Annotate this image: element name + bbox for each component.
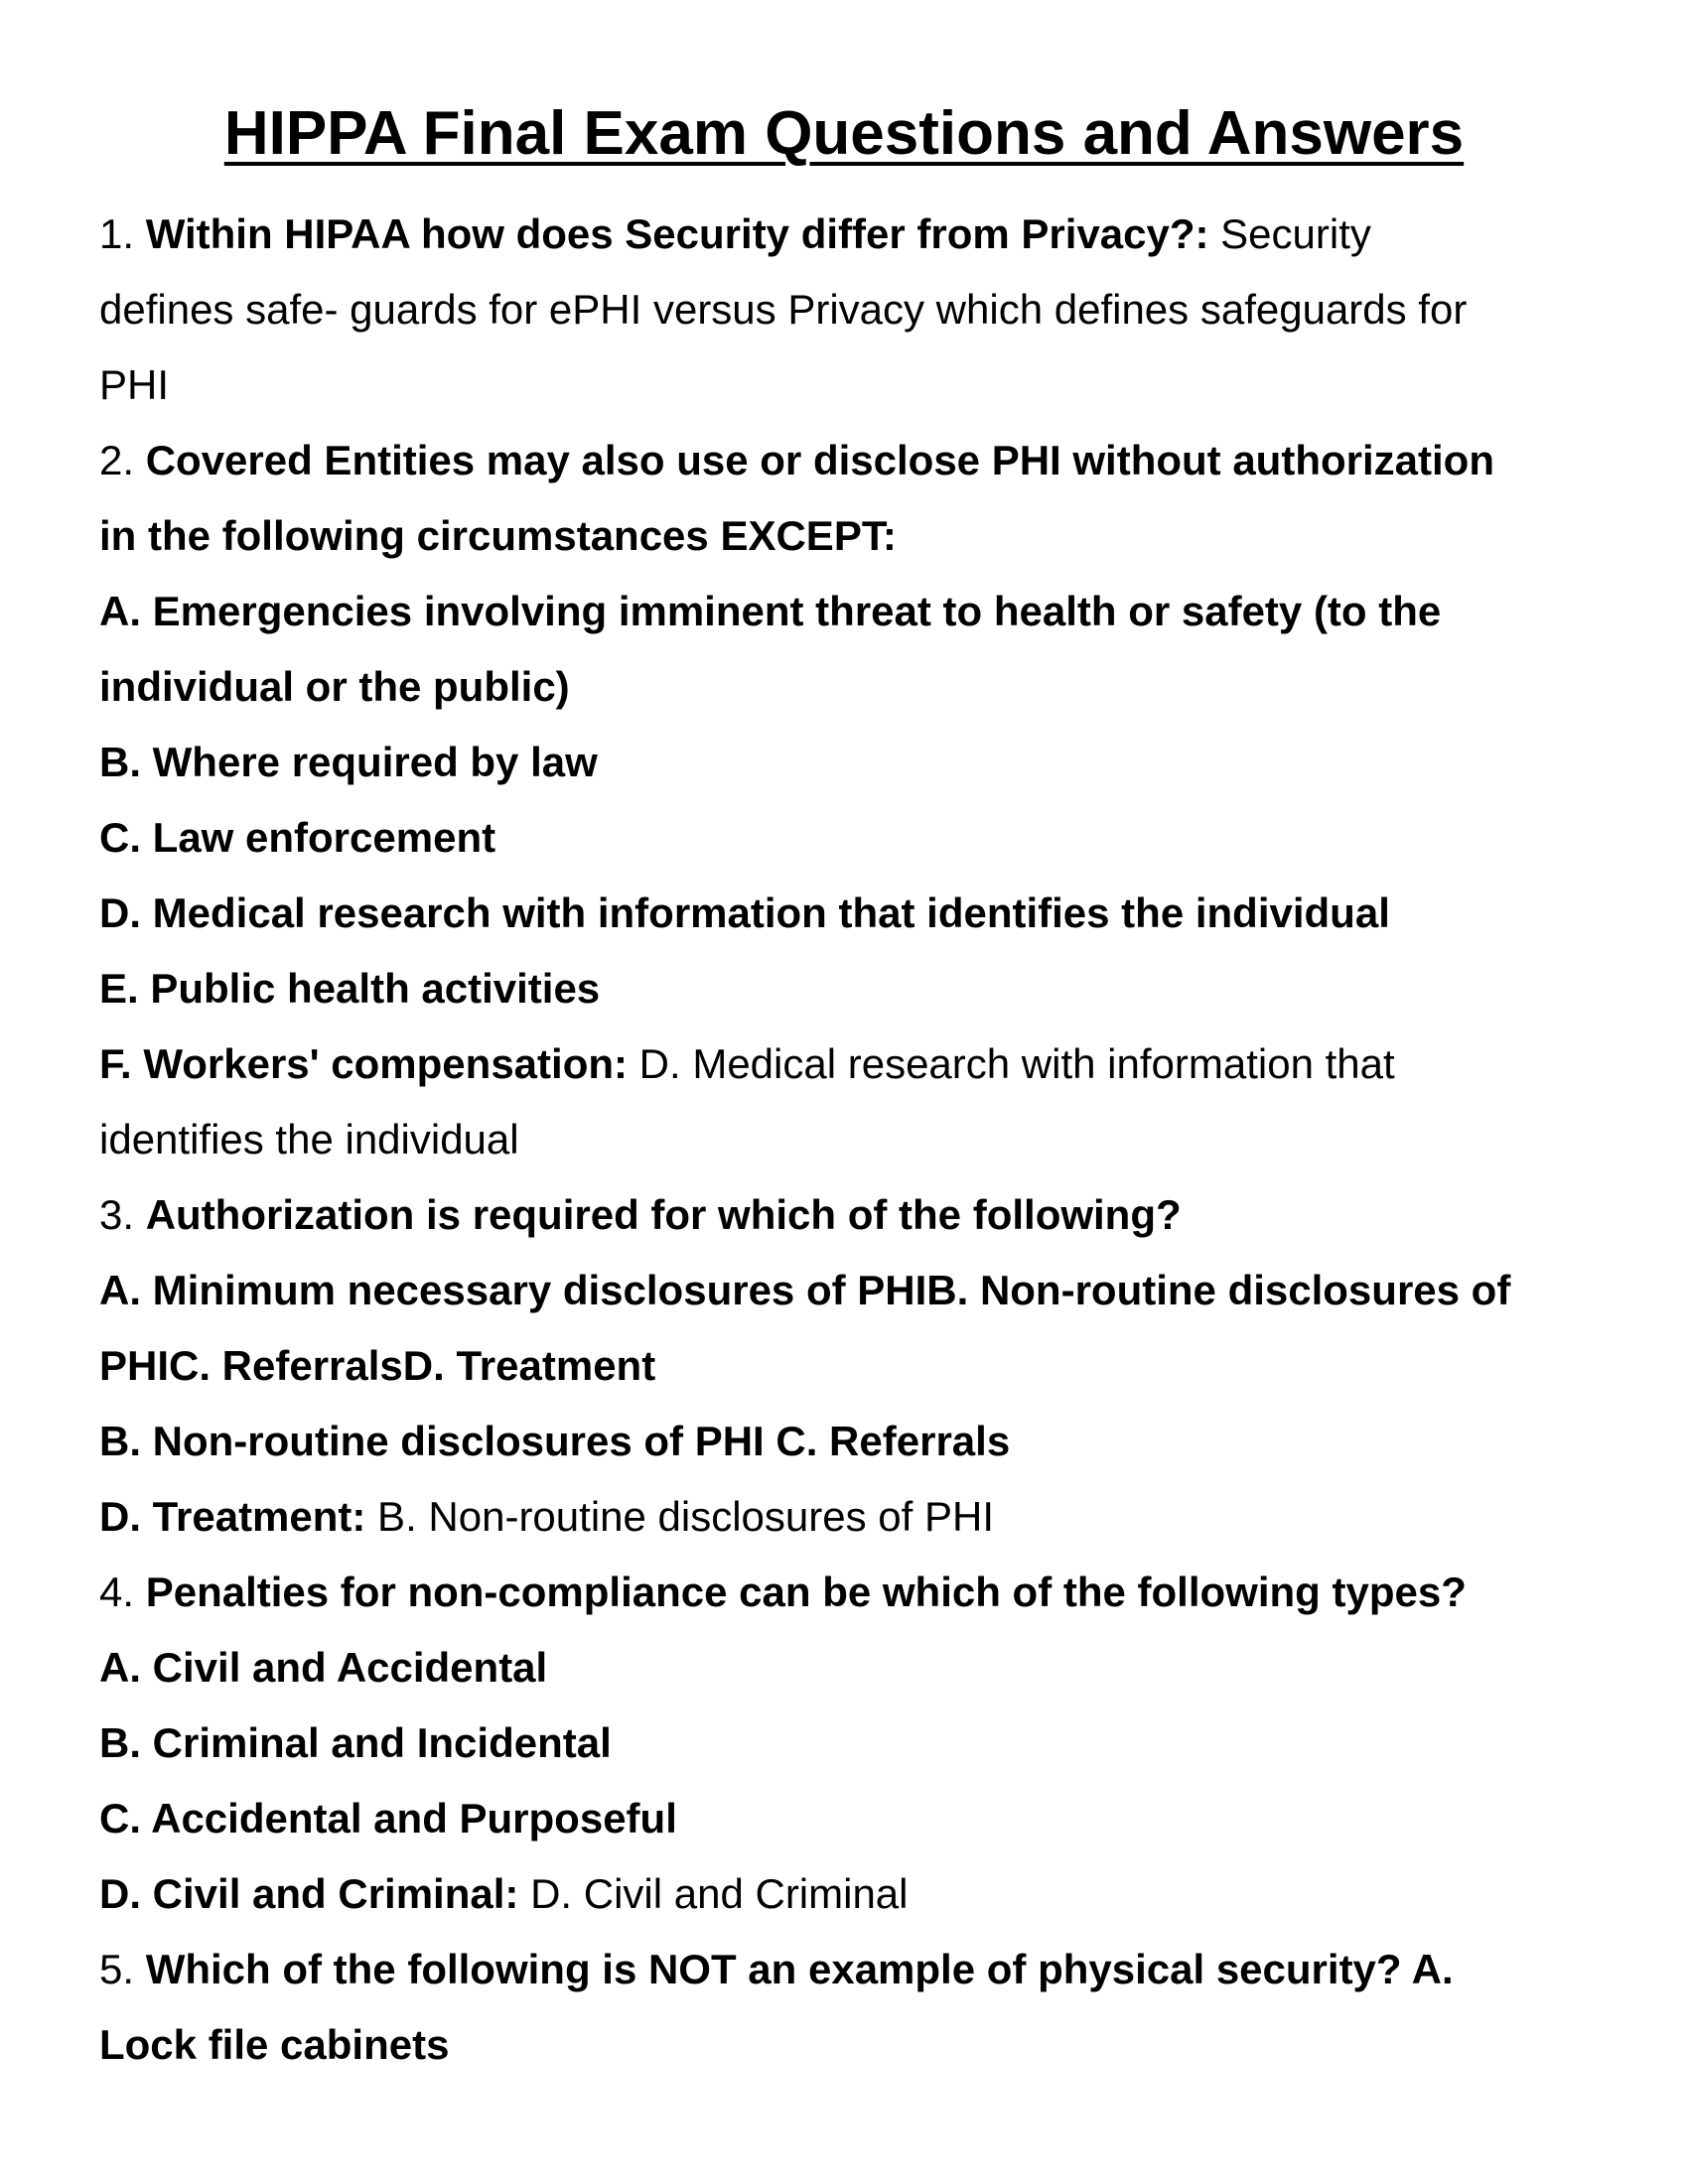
text-line [99,2007,1609,2083]
text-line [99,725,1609,800]
question-number: 3. [99,1191,146,1238]
text-line [99,498,1609,574]
text-line [99,272,1609,347]
answer-text: B. Non-routine disclosures of PHI [365,1493,994,1540]
text-line [99,1630,1609,1706]
text-line [99,423,1609,498]
text-line [99,197,1609,272]
question-text: F. Workers' compensation: [99,1040,628,1087]
answer-text: identifies the individual [99,1116,519,1162]
question-text: PHIC. ReferralsD. Treatment [99,1342,656,1389]
answer-text: PHI [99,361,170,408]
text-line [99,1479,1609,1555]
question-text: A. Civil and Accidental [99,1644,548,1691]
question-text: B. Where required by law [99,739,598,785]
answer-text: Security [1208,210,1371,257]
text-line [99,1932,1609,2007]
question-text: D. Treatment: [99,1493,366,1540]
question-text: Authorization is required for which of the following? [145,1191,1182,1238]
question-text: C. Accidental and Purposeful [99,1795,677,1842]
text-line [99,800,1609,876]
question-text: in the following circumstances EXCEPT: [99,512,897,559]
text-line [99,1026,1609,1102]
text-line [99,1102,1609,1177]
question-number: 2. [99,437,146,483]
answer-text: defines safe- guards for ePHI versus Privacy which defines safeguards for [99,286,1468,333]
text-line [99,1856,1609,1932]
question-text: Lock file cabinets [99,2021,450,2068]
page-title: HIPPA Final Exam Questions and Answers [223,99,1465,168]
question-text: E. Public health activities [99,965,601,1012]
question-number: 1. [99,210,146,257]
question-text: Covered Entities may also use or disclose PHI without authorization [145,437,1494,483]
question-text: B. Non-routine disclosures of PHI C. Referrals [99,1418,1011,1464]
text-line [99,347,1609,423]
question-text: Which of the following is NOT an example of physical security? A. [145,1946,1454,1992]
text-line [99,574,1609,649]
answer-text: D. Civil and Criminal [518,1870,909,1917]
text-line [99,951,1609,1026]
question-text: D. Civil and Criminal: [99,1870,519,1917]
text-line [99,1555,1609,1630]
text-line [99,1404,1609,1479]
text-line [99,1177,1609,1253]
question-text: Within HIPAA how does Security differ from Privacy?: [145,210,1209,257]
question-number: 5. [99,1946,146,1992]
question-number: 4. [99,1569,146,1615]
answer-text: D. Medical research with information that [628,1040,1395,1087]
text-line [99,1781,1609,1856]
text-line [99,1328,1609,1404]
question-text: B. Criminal and Incidental [99,1719,612,1766]
question-text: A. Minimum necessary disclosures of PHIB. Non-routine disclosures of [99,1267,1511,1313]
text-line [99,1253,1609,1328]
text-line [99,649,1609,725]
question-text: Penalties for non-compliance can be which of the following types? [145,1569,1467,1615]
question-text: D. Medical research with information that identifies the individual [99,889,1390,936]
question-text: A. Emergencies involving imminent threat to health or safety (to the [99,588,1442,634]
question-text: individual or the public) [99,663,570,710]
question-text: C. Law enforcement [99,814,496,861]
text-line [99,1706,1609,1781]
text-line [99,876,1609,951]
document-body [99,197,1609,2083]
